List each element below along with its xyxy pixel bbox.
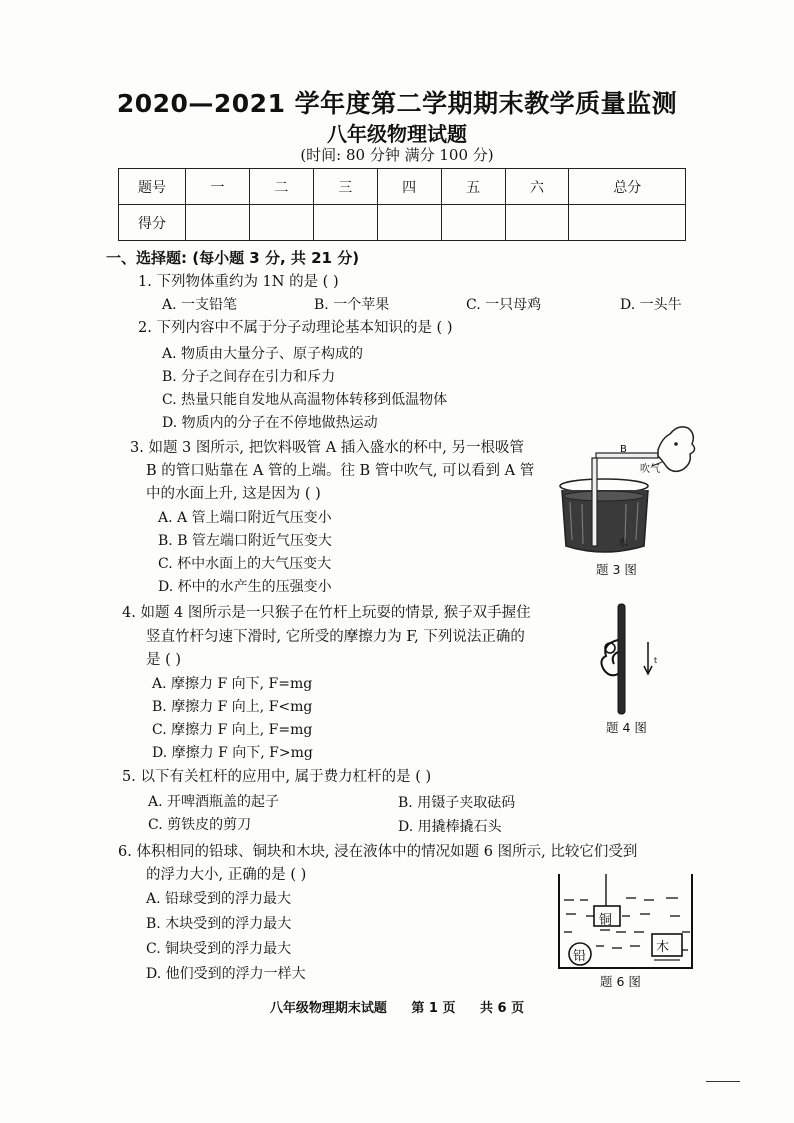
score-col-1: 一: [186, 169, 250, 205]
q4-option-d: D. 摩擦力 F 向下, F>mg: [152, 745, 313, 761]
q2-option-d: D. 物质内的分子在不停地做热运动: [162, 415, 378, 431]
score-table-row1-label: 题号: [119, 169, 186, 205]
q3-option-b: B. B 管左端口附近气压变大: [158, 533, 332, 549]
score-cell: [249, 205, 313, 241]
q3-stem-line3: 中的水面上升, 这是因为 ( ): [146, 486, 321, 502]
q3-label-blow: 吹气: [640, 464, 660, 475]
score-col-4: 四: [377, 169, 441, 205]
footer-exam-name: 八年级物理期末试题: [269, 1001, 387, 1016]
q6-option-d: D. 他们受到的浮力一样大: [146, 966, 306, 982]
q3-stem-line2: B 的管口贴靠在 A 管的上端。往 B 管中吹气, 可以看到 A 管: [146, 463, 535, 479]
q2-option-a: A. 物质由大量分子、原子构成的: [162, 346, 364, 362]
q4-stem-line1: 4. 如题 4 图所示是一只猴子在竹杆上玩耍的情景, 猴子双手握住: [122, 605, 531, 621]
q3-caption: 题 3 图: [596, 562, 637, 577]
q1-option-c: C. 一只母鸡: [466, 297, 542, 313]
exam-subtitle: 八年级物理试题: [327, 122, 467, 146]
q3-option-d: D. 杯中的水产生的压强变小: [158, 579, 332, 595]
q2-option-b: B. 分子之间存在引力和斥力: [162, 369, 336, 385]
q4-caption: 题 4 图: [606, 720, 647, 735]
q6-stem-line2: 的浮力大小, 正确的是 ( ): [146, 867, 307, 883]
q6-option-a: A. 铅球受到的浮力最大: [146, 891, 292, 907]
q2-option-c: C. 热量只能自发地从高温物体转移到低温物体: [162, 392, 448, 408]
q1-option-d: D. 一头牛: [620, 297, 682, 313]
q3-option-a: A. A 管上端口附近气压变小: [158, 510, 332, 526]
q3-option-c: C. 杯中水面上的大气压变大: [158, 556, 332, 572]
q1-option-a: A. 一支铅笔: [162, 297, 238, 313]
q5-option-d: D. 用撬棒撬石头: [398, 819, 502, 835]
q3-label-b: B: [620, 444, 627, 455]
score-cell: [505, 205, 569, 241]
score-cell: [377, 205, 441, 241]
q6-label-lead: 铅: [573, 949, 587, 964]
q4-stem-line2: 竖直竹杆匀速下滑时, 它所受的摩擦力为 F, 下列说法正确的: [146, 629, 525, 645]
score-table-row2-label: 得分: [119, 205, 186, 241]
score-table-header-row: [119, 169, 686, 205]
q5-option-c: C. 剪铁皮的剪刀: [148, 817, 252, 833]
score-table: [118, 168, 686, 241]
q5-option-b: B. 用镊子夹取砝码: [398, 795, 516, 811]
q6-caption: 题 6 图: [600, 974, 641, 989]
margin-mark: [706, 1081, 740, 1082]
q6-label-copper: 铜: [599, 913, 613, 928]
q4-option-b: B. 摩擦力 F 向上, F<mg: [152, 699, 313, 715]
q6-label-wood: 木: [656, 940, 670, 955]
footer-page-number: 第 1 页: [411, 1001, 456, 1016]
q6-stem-line1: 6. 体积相同的铅球、铜块和木块, 浸在液体中的情况如题 6 图所示, 比较它们受到: [118, 844, 638, 860]
q5-stem: 5. 以下有关杠杆的应用中, 属于费力杠杆的是 ( ): [122, 769, 432, 785]
exam-time-score: (时间: 80 分钟 满分 100 分): [300, 146, 494, 164]
q6-option-b: B. 木块受到的浮力最大: [146, 916, 292, 932]
score-cell: [569, 205, 686, 241]
score-table-score-row: [119, 205, 686, 241]
q4-label-v: t: [654, 656, 658, 665]
q4-stem-line3: 是 ( ): [146, 652, 182, 668]
q4-option-c: C. 摩擦力 F 向上, F=mg: [152, 722, 313, 738]
exam-title: 2020—2021 学年度第二学期期末教学质量监测: [116, 89, 678, 118]
q6-option-c: C. 铜块受到的浮力最大: [146, 941, 292, 957]
score-cell: [313, 205, 377, 241]
score-col-2: 二: [249, 169, 313, 205]
q1-stem: 1. 下列物体重约为 1N 的是 ( ): [138, 274, 339, 290]
footer-total-pages: 共 6 页: [480, 1001, 525, 1016]
score-cell: [186, 205, 250, 241]
score-col-6: 六: [505, 169, 569, 205]
score-col-total: 总分: [569, 169, 686, 205]
page-footer: [0, 997, 794, 1016]
score-col-5: 五: [441, 169, 505, 205]
score-col-3: 三: [313, 169, 377, 205]
q3-stem-line1: 3. 如题 3 图所示, 把饮料吸管 A 插入盛水的杯中, 另一根吸管: [130, 440, 525, 456]
q1-option-b: B. 一个苹果: [314, 297, 390, 313]
score-cell: [441, 205, 505, 241]
q2-stem: 2. 下列内容中不属于分子动理论基本知识的是 ( ): [138, 320, 453, 336]
section-heading: 一、选择题: (每小题 3 分, 共 21 分): [106, 249, 360, 267]
q5-option-a: A. 开啤酒瓶盖的起子: [148, 794, 280, 810]
q3-label-water: 水: [618, 538, 628, 549]
q4-option-a: A. 摩擦力 F 向下, F=mg: [152, 676, 313, 692]
